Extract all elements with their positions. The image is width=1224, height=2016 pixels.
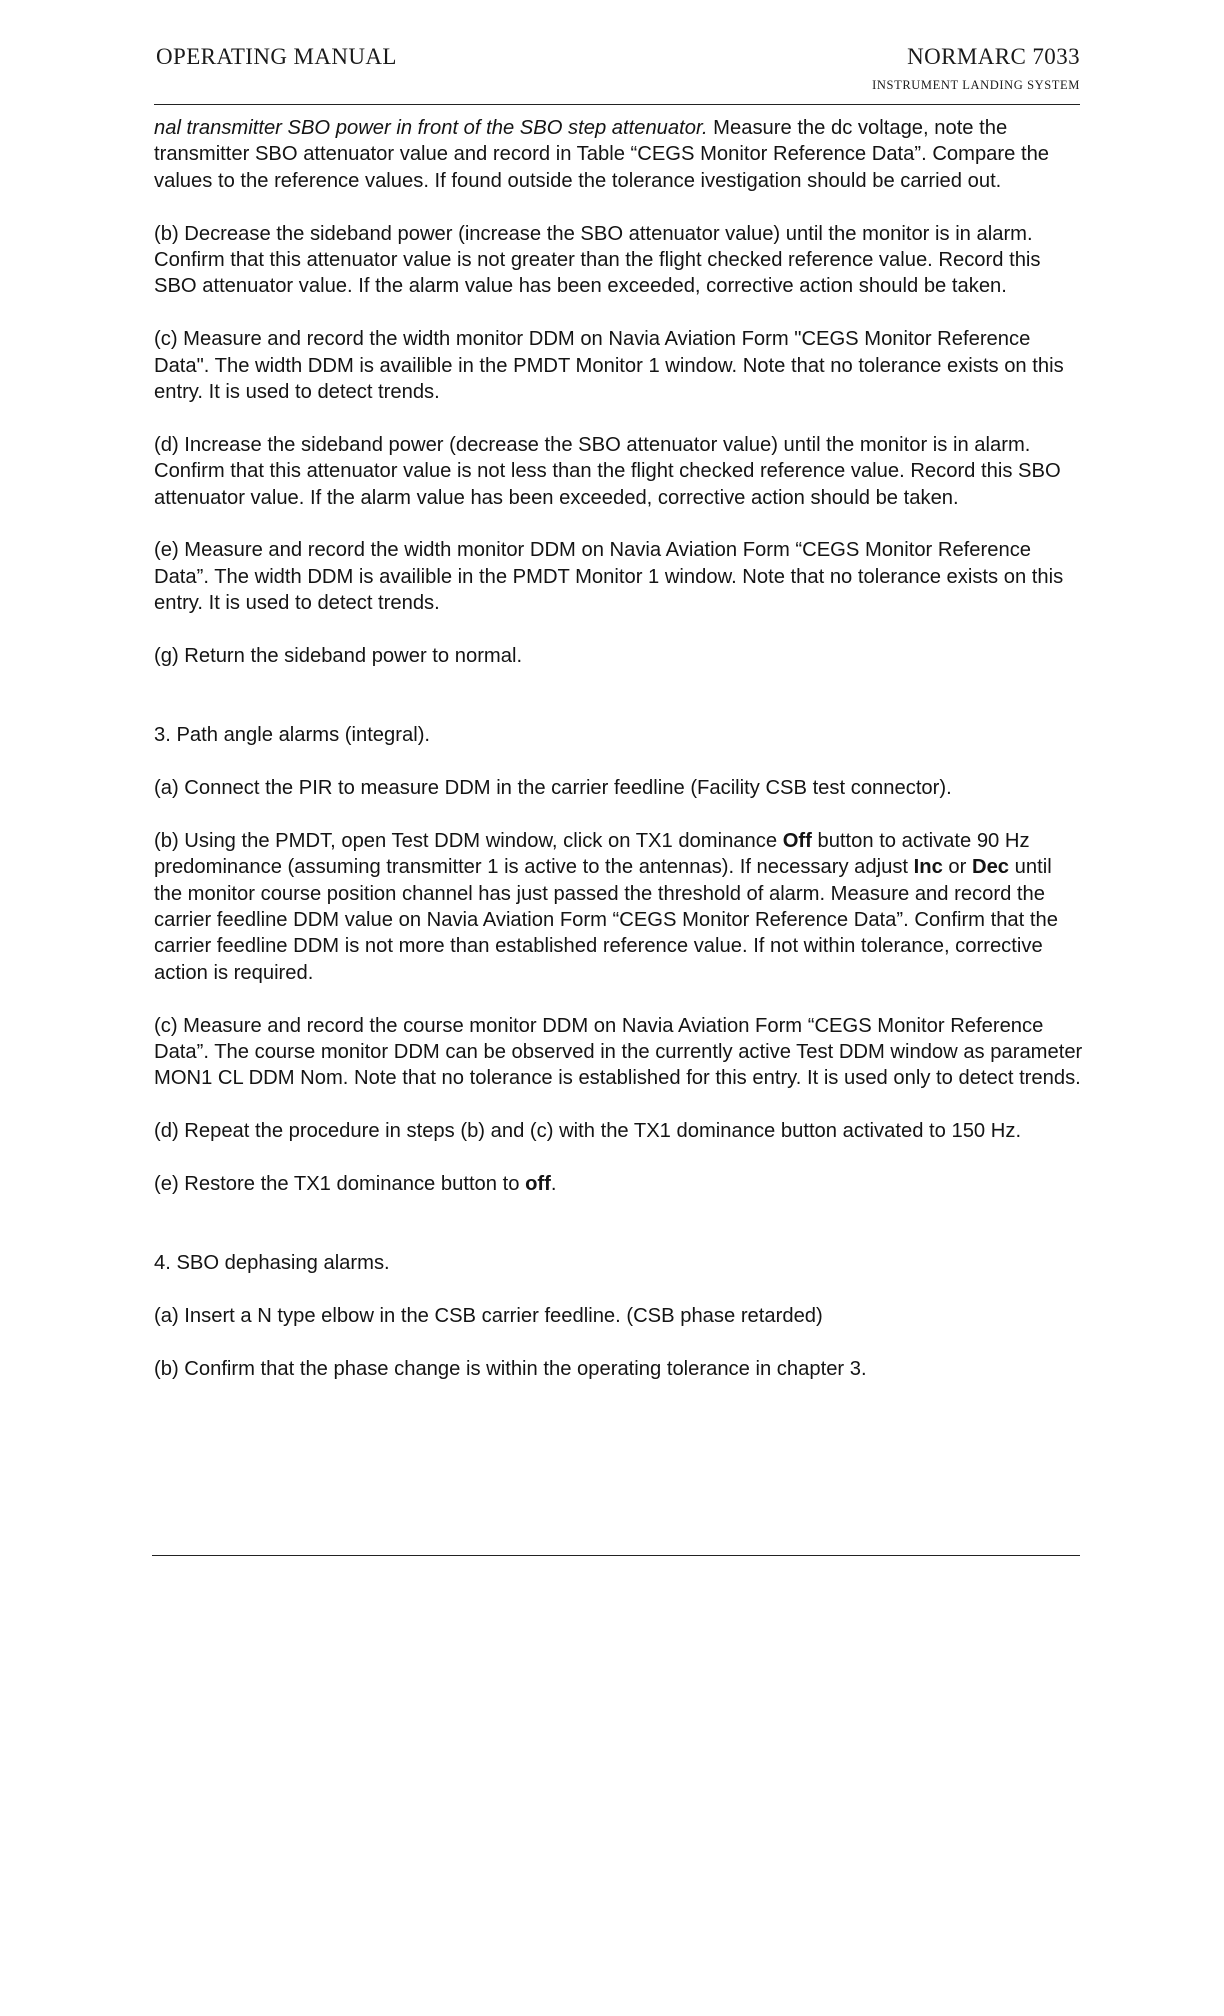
header-rule: [154, 104, 1080, 105]
step3-e: [154, 1171, 1084, 1197]
intro-text: Measure the dc voltage, note the transmitter SBO attenuator value and record in Table “CEGS Monitor Reference Data”. Compare the values to the reference values. If found outside the tolerance ivestigation should be carried out.: [154, 117, 1050, 192]
intro-paragraph: [154, 115, 1084, 194]
step4-b: (b) Confirm that the phase change is within the operating tolerance in chapter 3.: [154, 1357, 867, 1380]
step3-b-text-4: until the monitor course position channel has just passed the threshold of alarm. Measure and record the carrier feedline DDM value on Navia Aviation Form “CEGS Monitor Reference Data”. Confirm that the carrier feedline DDM is not more than established reference value. If not within tolerance, corrective action is required.: [154, 856, 1058, 984]
intro-italic: nal transmitter SBO power in front of the SBO step attenuator.: [154, 117, 708, 139]
step2-c: (c) Measure and record the width monitor DDM on Navia Aviation Form "CEGS Monitor Reference Data". The width DDM is availible in the PMDT Monitor 1 window. Note that no tolerance exists on this entry. It is used to detect trends.: [154, 328, 1064, 404]
step3-c: (c) Measure and record the course monitor DDM on Navia Aviation Form “CEGS Monitor Reference Data”. The course monitor DDM can be observed in the currently active Test DDM window as parameter MON1 CL DDM Nom. Note that no tolerance is established for this entry. It is used only to detect trends.: [154, 1014, 1083, 1090]
step2-g: (g) Return the sideband power to normal.: [154, 645, 523, 668]
step2-d: (d) Increase the sideband power (decrease the SBO attenuator value) until the monitor is in alarm. Confirm that this attenuator value is not less than the flight checked reference value. Record this SBO attenuator value. If the alarm value has been exceeded, corrective action should be taken.: [154, 433, 1061, 509]
step3-e-text-2: .: [550, 1173, 557, 1196]
step3-d: (d) Repeat the procedure in steps (b) and (c) with the TX1 dominance button activated to 150 Hz.: [154, 1120, 1022, 1143]
off-button-label: Off: [782, 829, 812, 852]
step3-a: (a) Connect the PIR to measure DDM in the carrier feedline (Facility CSB test connector).: [154, 777, 952, 800]
footer-rule: [152, 1555, 1080, 1556]
dec-button-label: Dec: [972, 856, 1010, 879]
step3-b-text-3: or: [942, 856, 972, 879]
step3-b-text-2: button to activate 90 Hz predominance (assuming transmitter 1 is active to the antennas). If necessary adjust: [154, 829, 1030, 879]
step2-b: (b) Decrease the sideband power (increase the SBO attenuator value) until the monitor is in alarm. Confirm that this attenuator value is not greater than the flight checked reference value. Record this SBO attenuator value. If the alarm value has been exceeded, corrective action should be taken.: [154, 222, 1041, 298]
step3-title: 3. Path angle alarms (integral).: [154, 724, 431, 747]
step3-b: [154, 828, 1084, 986]
step2-e: (e) Measure and record the width monitor DDM on Navia Aviation Form “CEGS Monitor Reference Data”. The width DDM is availible in the PMDT Monitor 1 window. Note that no tolerance exists on this entry. It is used to detect trends.: [154, 539, 1064, 615]
step3-e-text-1: (e) Restore the TX1 dominance button to: [154, 1173, 526, 1196]
page-body: [154, 115, 1084, 1382]
inc-button-label: Inc: [913, 856, 943, 879]
header-model: NORMARC 7033: [907, 44, 1080, 69]
step4-a: (a) Insert a N type elbow in the CSB carrier feedline. (CSB phase retarded): [154, 1305, 823, 1328]
header-manual-title: OPERATING MANUAL: [156, 44, 397, 69]
off-state-label: off: [525, 1173, 551, 1196]
step3-b-text-1: (b) Using the PMDT, open Test DDM window, click on TX1 dominance: [154, 829, 783, 852]
header-system: INSTRUMENT LANDING SYSTEM: [872, 78, 1080, 92]
step4-title: 4. SBO dephasing alarms.: [154, 1252, 390, 1275]
header-product: [872, 44, 1080, 93]
